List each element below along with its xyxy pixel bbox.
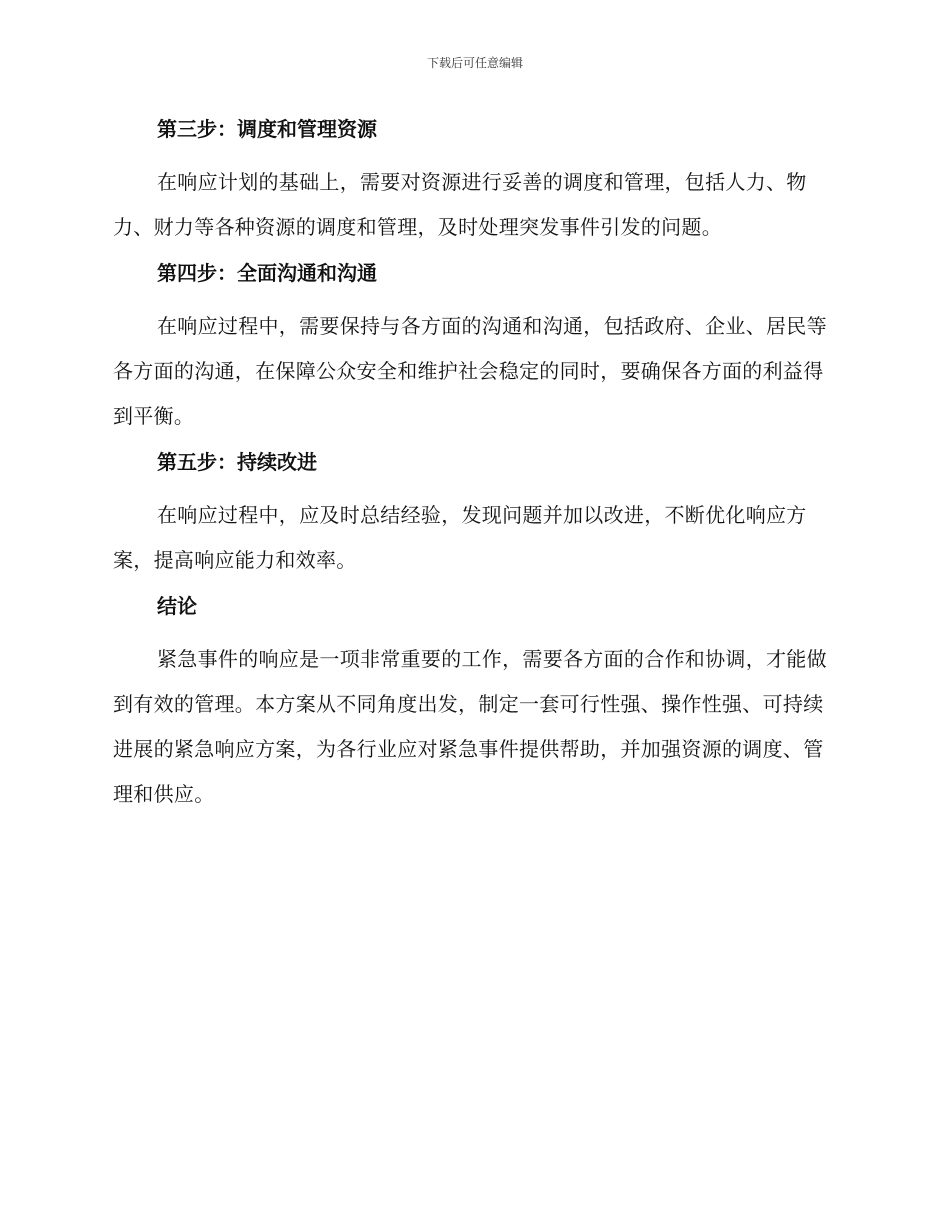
section-paragraph-step-3: 在响应计划的基础上，需要对资源进行妥善的调度和管理，包括人力、物力、财力等各种资源的调度和管理，及时处理突发事件引发的问题。 <box>113 170 807 239</box>
section-heading-step-4: 第四步：全面沟通和沟通 <box>157 261 377 285</box>
section-paragraph-conclusion: 紧急事件的响应是一项非常重要的工作，需要各方面的合作和协调，才能做到有效的管理。本方案从不同角度出发，制定一套可行性强、操作性强、可持续进展的紧急响应方案，为各行业应对紧急事件提供帮助，并加强资源的调度、管理和供应。 <box>113 647 827 806</box>
section-heading-step-5: 第五步：持续改进 <box>157 450 317 474</box>
section-paragraph-step-4: 在响应过程中，需要保持与各方面的沟通和沟通，包括政府、企业、居民等各方面的沟通，在保障公众安全和维护社会稳定的同时，要确保各方面的利益得到平衡。 <box>113 314 827 428</box>
header-note: 下载后可任意编辑 <box>426 56 523 70</box>
section-heading-step-3: 第三步：调度和管理资源 <box>157 117 377 141</box>
section-heading-conclusion: 结论 <box>157 594 197 618</box>
section-paragraph-step-5: 在响应过程中，应及时总结经验，发现问题并加以改进，不断优化响应方案，提高响应能力和效率。 <box>113 503 807 572</box>
document-body <box>113 114 837 825</box>
